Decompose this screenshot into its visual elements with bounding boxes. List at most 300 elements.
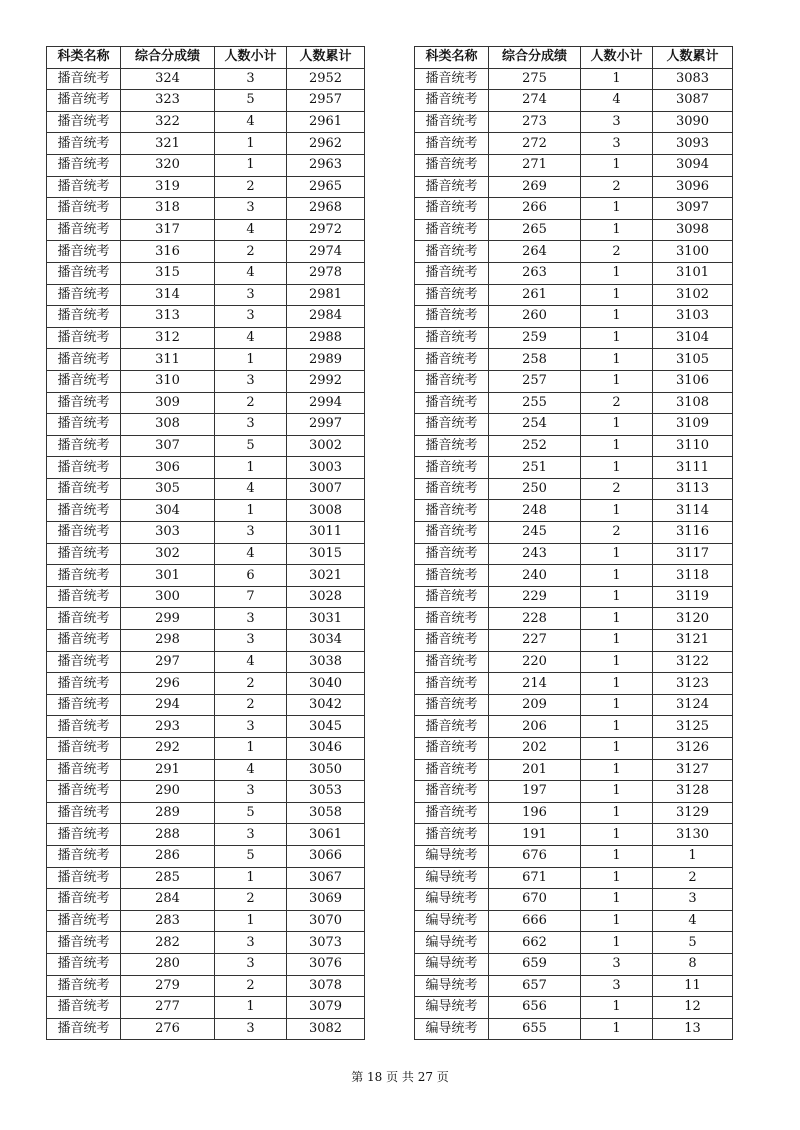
cell-cumulative: 3053 [287,781,365,803]
cell-score: 271 [489,154,581,176]
cell-count: 3 [215,370,287,392]
cell-score: 320 [121,154,215,176]
cell-cumulative: 2968 [287,198,365,220]
cell-cumulative: 2997 [287,414,365,436]
cell-cumulative: 3067 [287,867,365,889]
table-row [415,889,733,911]
cell-count: 5 [215,90,287,112]
cell-subject: 播音统考 [47,673,121,695]
table-row [415,111,733,133]
cell-subject: 播音统考 [47,651,121,673]
table-row [415,738,733,760]
cell-cumulative: 1 [653,845,733,867]
cell-cumulative: 8 [653,953,733,975]
cell-cumulative: 3045 [287,716,365,738]
cell-cumulative: 3103 [653,306,733,328]
cell-subject: 播音统考 [47,824,121,846]
cell-cumulative: 3129 [653,802,733,824]
cell-score: 279 [121,975,215,997]
cell-score: 257 [489,370,581,392]
table-row [47,802,365,824]
cell-count: 2 [581,392,653,414]
cell-score: 317 [121,219,215,241]
cell-subject: 播音统考 [47,327,121,349]
cell-score: 310 [121,370,215,392]
cell-cumulative: 3015 [287,543,365,565]
cell-subject: 播音统考 [47,781,121,803]
table-row [47,133,365,155]
cell-score: 298 [121,630,215,652]
table-header-row [47,47,365,69]
cell-count: 3 [215,306,287,328]
cell-cumulative: 11 [653,975,733,997]
cell-count: 1 [581,500,653,522]
cell-subject: 播音统考 [415,802,489,824]
cell-cumulative: 3102 [653,284,733,306]
table-row [415,392,733,414]
cell-subject: 播音统考 [47,176,121,198]
cell-count: 1 [581,845,653,867]
table-row [415,522,733,544]
cell-score: 315 [121,262,215,284]
table-row [415,673,733,695]
cell-score: 245 [489,522,581,544]
cell-subject: 播音统考 [47,392,121,414]
cell-count: 4 [215,219,287,241]
cell-score: 286 [121,845,215,867]
cell-count: 2 [215,673,287,695]
table-row [415,414,733,436]
cell-subject: 播音统考 [47,802,121,824]
cell-subject: 播音统考 [415,111,489,133]
table-row [415,975,733,997]
cell-score: 254 [489,414,581,436]
header-count: 人数小计 [581,47,653,69]
cell-cumulative: 2962 [287,133,365,155]
cell-count: 1 [581,219,653,241]
cell-cumulative: 2984 [287,306,365,328]
cell-count: 3 [215,1018,287,1040]
cell-cumulative: 3050 [287,759,365,781]
table-row [415,716,733,738]
cell-cumulative: 2965 [287,176,365,198]
cell-cumulative: 3008 [287,500,365,522]
cell-subject: 编导统考 [415,953,489,975]
cell-subject: 播音统考 [415,759,489,781]
cell-score: 292 [121,738,215,760]
cell-subject: 播音统考 [47,219,121,241]
cell-score: 243 [489,543,581,565]
cell-count: 1 [581,543,653,565]
cell-cumulative: 3021 [287,565,365,587]
cell-subject: 播音统考 [415,133,489,155]
table-row [47,586,365,608]
table-row [47,910,365,932]
cell-cumulative: 3109 [653,414,733,436]
cell-subject: 播音统考 [47,738,121,760]
cell-cumulative: 3106 [653,370,733,392]
cell-count: 1 [581,716,653,738]
cell-score: 227 [489,630,581,652]
cell-cumulative: 3101 [653,262,733,284]
cell-score: 277 [121,997,215,1019]
cell-score: 255 [489,392,581,414]
cell-subject: 播音统考 [47,845,121,867]
cell-subject: 播音统考 [415,500,489,522]
cell-subject: 播音统考 [47,500,121,522]
cell-subject: 播音统考 [415,414,489,436]
table-row [47,327,365,349]
cell-subject: 播音统考 [47,630,121,652]
table-row [47,435,365,457]
table-row [415,608,733,630]
cell-subject: 播音统考 [47,716,121,738]
cell-count: 1 [215,457,287,479]
cell-subject: 播音统考 [415,219,489,241]
cell-score: 196 [489,802,581,824]
cell-subject: 播音统考 [47,867,121,889]
cell-count: 1 [215,738,287,760]
table-row [47,68,365,90]
cell-cumulative: 13 [653,1018,733,1040]
cell-score: 282 [121,932,215,954]
cell-score: 289 [121,802,215,824]
table-row [415,802,733,824]
cell-count: 1 [215,997,287,1019]
table-row [47,975,365,997]
cell-count: 3 [215,198,287,220]
cell-subject: 播音统考 [47,306,121,328]
cell-cumulative: 3083 [653,68,733,90]
table-row [415,198,733,220]
cell-score: 305 [121,478,215,500]
cell-cumulative: 2974 [287,241,365,263]
cell-cumulative: 3121 [653,630,733,652]
cell-cumulative: 2989 [287,349,365,371]
cell-subject: 播音统考 [415,630,489,652]
table-row [47,176,365,198]
cell-cumulative: 3038 [287,651,365,673]
cell-count: 1 [581,306,653,328]
cell-count: 4 [215,651,287,673]
cell-subject: 播音统考 [415,198,489,220]
cell-cumulative: 3118 [653,565,733,587]
cell-cumulative: 3034 [287,630,365,652]
table-row [47,738,365,760]
cell-count: 1 [581,651,653,673]
cell-subject: 播音统考 [47,154,121,176]
cell-subject: 播音统考 [47,565,121,587]
table-row [47,673,365,695]
cell-subject: 编导统考 [415,889,489,911]
table-row [47,154,365,176]
table-row [47,241,365,263]
cell-subject: 播音统考 [47,608,121,630]
cell-score: 206 [489,716,581,738]
cell-subject: 播音统考 [415,716,489,738]
cell-count: 4 [215,111,287,133]
table-row [415,651,733,673]
cell-score: 266 [489,198,581,220]
cell-subject: 播音统考 [415,565,489,587]
cell-count: 4 [215,543,287,565]
table-row [47,651,365,673]
cell-count: 1 [581,198,653,220]
cell-count: 3 [215,781,287,803]
cell-count: 1 [581,349,653,371]
table-row [415,824,733,846]
cell-subject: 播音统考 [47,284,121,306]
table-row [415,219,733,241]
cell-count: 1 [215,867,287,889]
cell-subject: 播音统考 [415,68,489,90]
cell-cumulative: 3090 [653,111,733,133]
table-row [415,349,733,371]
cell-subject: 播音统考 [415,543,489,565]
cell-count: 1 [581,738,653,760]
cell-cumulative: 3046 [287,738,365,760]
cell-score: 273 [489,111,581,133]
cell-score: 321 [121,133,215,155]
table-row [47,716,365,738]
cell-count: 3 [581,953,653,975]
header-cumulative: 人数累计 [287,47,365,69]
cell-count: 3 [215,68,287,90]
cell-count: 1 [581,457,653,479]
header-score: 综合分成绩 [121,47,215,69]
cell-subject: 播音统考 [47,68,121,90]
cell-score: 248 [489,500,581,522]
cell-score: 259 [489,327,581,349]
cell-cumulative: 3098 [653,219,733,241]
cell-score: 300 [121,586,215,608]
table-row [415,997,733,1019]
cell-score: 303 [121,522,215,544]
cell-subject: 播音统考 [47,997,121,1019]
cell-count: 3 [215,953,287,975]
cell-count: 5 [215,802,287,824]
cell-subject: 播音统考 [47,370,121,392]
cell-count: 1 [581,608,653,630]
cell-cumulative: 3076 [287,953,365,975]
header-count: 人数小计 [215,47,287,69]
cell-subject: 播音统考 [415,306,489,328]
cell-score: 258 [489,349,581,371]
cell-cumulative: 2963 [287,154,365,176]
table-row [415,932,733,954]
cell-subject: 播音统考 [415,651,489,673]
table-row [415,759,733,781]
cell-count: 1 [581,284,653,306]
cell-cumulative: 3093 [653,133,733,155]
table-row [47,781,365,803]
cell-cumulative: 5 [653,932,733,954]
table-row [415,694,733,716]
cell-cumulative: 4 [653,910,733,932]
cell-cumulative: 3042 [287,694,365,716]
table-row [47,608,365,630]
table-row [47,414,365,436]
cell-cumulative: 2988 [287,327,365,349]
table-row [415,284,733,306]
cell-count: 1 [581,932,653,954]
cell-score: 296 [121,673,215,695]
cell-score: 272 [489,133,581,155]
cell-score: 662 [489,932,581,954]
table-row [415,1018,733,1040]
cell-score: 228 [489,608,581,630]
cell-subject: 播音统考 [415,824,489,846]
cell-score: 323 [121,90,215,112]
table-row [47,1018,365,1040]
cell-count: 7 [215,586,287,608]
cell-count: 1 [581,327,653,349]
cell-score: 214 [489,673,581,695]
cell-score: 202 [489,738,581,760]
cell-cumulative: 3104 [653,327,733,349]
cell-subject: 播音统考 [415,738,489,760]
cell-subject: 播音统考 [415,262,489,284]
cell-score: 288 [121,824,215,846]
cell-count: 2 [215,176,287,198]
cell-count: 2 [215,889,287,911]
cell-cumulative: 3007 [287,478,365,500]
cell-count: 2 [581,522,653,544]
cell-cumulative: 3119 [653,586,733,608]
table-row [47,867,365,889]
cell-subject: 编导统考 [415,845,489,867]
cell-count: 3 [215,932,287,954]
cell-count: 2 [581,478,653,500]
cell-count: 1 [581,414,653,436]
cell-count: 3 [215,284,287,306]
cell-cumulative: 3110 [653,435,733,457]
cell-cumulative: 3066 [287,845,365,867]
table-row [47,694,365,716]
cell-cumulative: 3126 [653,738,733,760]
cell-count: 3 [581,975,653,997]
cell-score: 290 [121,781,215,803]
cell-score: 302 [121,543,215,565]
cell-score: 201 [489,759,581,781]
cell-subject: 播音统考 [47,694,121,716]
cell-score: 275 [489,68,581,90]
cell-count: 1 [581,586,653,608]
table-row [415,176,733,198]
cell-count: 3 [215,522,287,544]
cell-score: 294 [121,694,215,716]
table-row [47,565,365,587]
table-row [47,111,365,133]
table-row [47,630,365,652]
cell-cumulative: 3073 [287,932,365,954]
cell-count: 1 [581,435,653,457]
cell-cumulative: 3123 [653,673,733,695]
cell-score: 670 [489,889,581,911]
cell-cumulative: 3120 [653,608,733,630]
cell-cumulative: 3 [653,889,733,911]
table-row [415,262,733,284]
cell-subject: 播音统考 [415,586,489,608]
cell-count: 2 [215,694,287,716]
cell-count: 2 [581,241,653,263]
cell-subject: 播音统考 [415,392,489,414]
cell-score: 284 [121,889,215,911]
table-row [415,241,733,263]
cell-score: 209 [489,694,581,716]
cell-count: 1 [581,68,653,90]
table-row [47,306,365,328]
cell-count: 1 [581,889,653,911]
cell-subject: 播音统考 [415,522,489,544]
cell-count: 3 [215,608,287,630]
table-row [415,565,733,587]
cell-score: 318 [121,198,215,220]
cell-count: 1 [215,500,287,522]
cell-score: 299 [121,608,215,630]
cell-score: 306 [121,457,215,479]
cell-score: 260 [489,306,581,328]
table-row [47,262,365,284]
table-row [47,284,365,306]
cell-count: 1 [215,154,287,176]
cell-cumulative: 3069 [287,889,365,911]
cell-score: 304 [121,500,215,522]
cell-cumulative: 3094 [653,154,733,176]
cell-cumulative: 2952 [287,68,365,90]
cell-subject: 播音统考 [415,176,489,198]
cell-subject: 播音统考 [415,284,489,306]
cell-cumulative: 3114 [653,500,733,522]
cell-score: 671 [489,867,581,889]
cell-cumulative: 3011 [287,522,365,544]
cell-score: 191 [489,824,581,846]
table-row [415,500,733,522]
cell-count: 1 [581,673,653,695]
cell-subject: 播音统考 [47,975,121,997]
cell-subject: 编导统考 [415,1018,489,1040]
cell-score: 252 [489,435,581,457]
cell-score: 220 [489,651,581,673]
cell-score: 322 [121,111,215,133]
cell-subject: 编导统考 [415,975,489,997]
cell-count: 3 [215,414,287,436]
cell-count: 1 [215,133,287,155]
cell-cumulative: 3082 [287,1018,365,1040]
cell-subject: 播音统考 [47,435,121,457]
table-row [47,953,365,975]
cell-cumulative: 3058 [287,802,365,824]
cell-score: 311 [121,349,215,371]
cell-subject: 播音统考 [415,781,489,803]
cell-subject: 播音统考 [47,241,121,263]
cell-score: 274 [489,90,581,112]
cell-score: 283 [121,910,215,932]
cell-subject: 播音统考 [415,349,489,371]
table-row [415,68,733,90]
table-row [415,435,733,457]
cell-cumulative: 3122 [653,651,733,673]
cell-subject: 播音统考 [47,478,121,500]
cell-cumulative: 3124 [653,694,733,716]
cell-score: 307 [121,435,215,457]
cell-subject: 播音统考 [47,133,121,155]
cell-subject: 播音统考 [47,889,121,911]
table-row [47,522,365,544]
cell-count: 6 [215,565,287,587]
table-row [47,457,365,479]
table-row [415,478,733,500]
